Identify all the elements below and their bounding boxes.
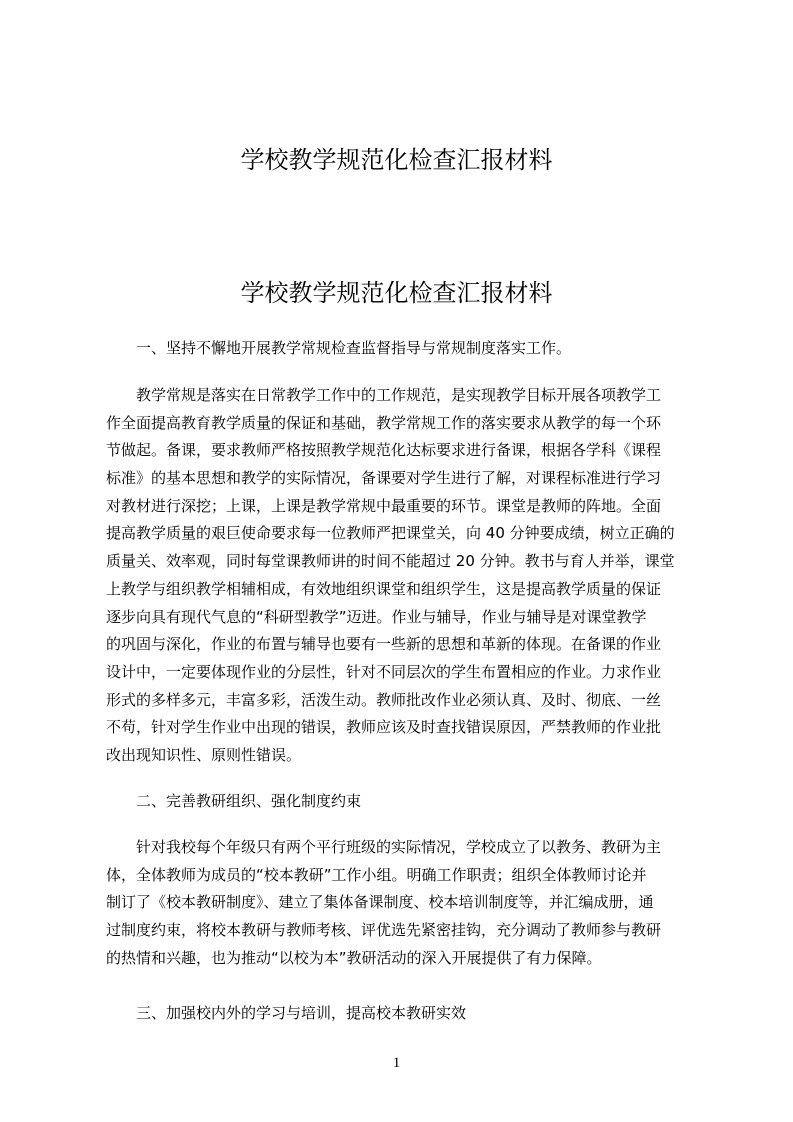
paragraph-line: 标准》的基本思想和教学的实际情况，备课要对学生进行了解，对课程标准进行学习 (106, 469, 662, 488)
paragraph-line: 上教学与组织教学相辅相成，有效地组织课堂和组织学生，这是提高教学质量的保证 (106, 579, 662, 598)
paragraph-line: 过制度约束，将校本教研与教师考核、评优选先紧密挂钩，充分调动了教师参与教研 (106, 921, 662, 940)
paragraph-line: 的巩固与深化，作业的布置与辅导也要有一些新的思想和革新的体现。在备课的作业 (106, 635, 662, 654)
section-heading-3: 三、加强校内外的学习与培训，提高校本教研实效 (136, 1004, 467, 1022)
section-2-paragraph (106, 834, 698, 972)
paragraph-line: 逐步向具有现代气息的“科研型教学”迈进。作业与辅导，作业与辅导是对课堂教学 (106, 607, 647, 626)
paragraph-line: 设计中，一定要体现作业的分层性，针对不同层次的学生布置相应的作业。力求作业 (106, 662, 662, 681)
paragraph-line: 教学常规是落实在日常教学工作中的工作规范，是实现教学目标开展各项教学工 (106, 386, 662, 404)
paragraph-line: 提高教学质量的艰巨使命要求每一位教师严把课堂关，向 40 分钟要成绩，树立正确的 (106, 524, 675, 543)
paragraph-line: 形式的多样多元，丰富多彩，活泼生动。教师批改作业必须认真、及时、彻底、一丝 (106, 690, 662, 709)
section-heading-2: 二、完善教研组织、强化制度约束 (136, 792, 362, 810)
page-number: 1 (392, 1055, 401, 1071)
document-title: 学校教学规范化检查汇报材料 (240, 279, 553, 307)
section-heading-1: 一、坚持不懈地开展教学常规检查监督指导与常规制度落实工作。 (136, 339, 572, 357)
paragraph-line: 制订了《校本教研制度》、建立了集体备课制度、校本培训制度等，并汇编成册，通 (106, 893, 654, 912)
section-1-paragraph (106, 382, 698, 770)
paragraph-line: 不苟，针对学生作业中出现的错误，教师应该及时查找错误原因，严禁教师的作业批 (106, 718, 662, 737)
paragraph-line: 体，全体教师为成员的“校本教研”工作小组。明确工作职责；组织全体教师讨论并 (106, 865, 647, 884)
paragraph-line: 质量关、效率观，同时每堂课教师讲的时间不能超过 20 分钟。教书与育人并举，课堂 (106, 552, 675, 571)
paragraph-line: 节做起。备课，要求教师严格按照教学规范化达标要求进行备课，根据各学科《课程 (106, 441, 662, 460)
paragraph-line: 作全面提高教育教学质量的保证和基础，教学常规工作的落实要求从教学的每一个环 (106, 413, 662, 432)
paragraph-line: 的热情和兴趣，也为推动“以校为本”教研活动的深入开展提供了有力保障。 (106, 948, 602, 967)
paragraph-line: 改出现知识性、原则性错误。 (106, 745, 302, 764)
paragraph-line: 针对我校每个年级只有两个平行班级的实际情况，学校成立了以教务、教研为主 (106, 838, 662, 856)
cover-title: 学校教学规范化检查汇报材料 (240, 146, 553, 174)
paragraph-line: 对教材进行深挖；上课，上课是教学常规中最重要的环节。课堂是教师的阵地。全面 (106, 496, 662, 515)
